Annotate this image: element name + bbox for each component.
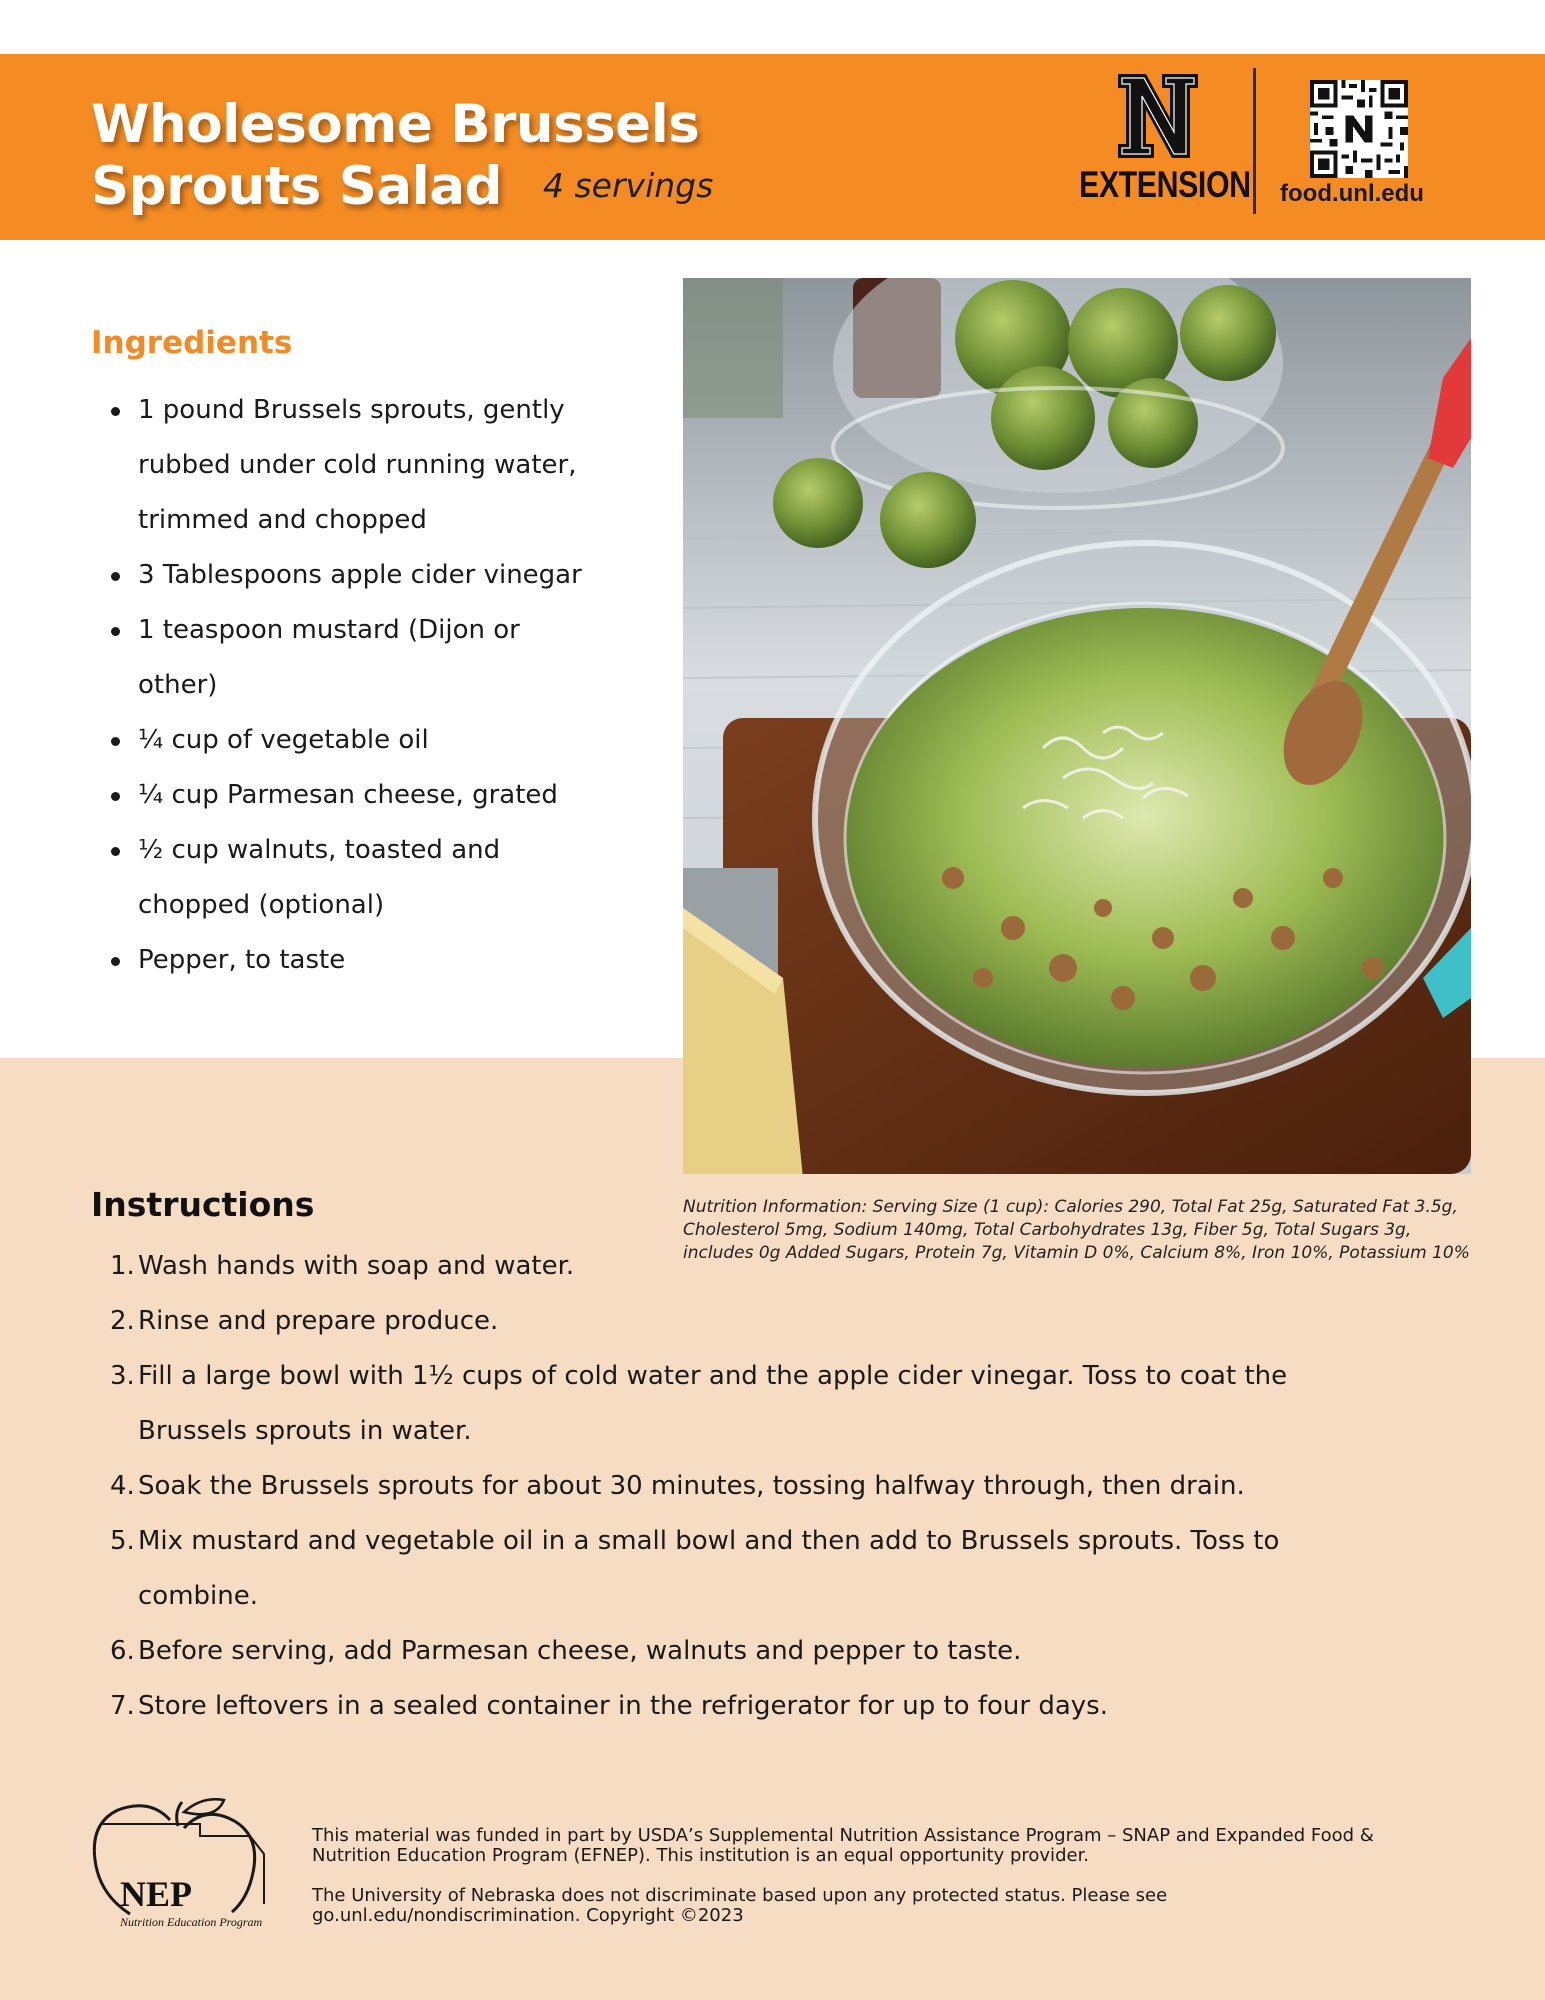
nebraska-n-logo-icon <box>1118 74 1198 158</box>
instruction-step <box>138 1514 1508 1624</box>
instruction-text: Rinse and prepare produce. <box>138 1306 499 1336</box>
ingredient-text: rubbed under cold running water, <box>138 450 577 480</box>
servings-label: 4 servings <box>543 166 714 205</box>
instructions-list <box>138 1239 1508 1734</box>
nep-logo-text: NEP <box>120 1874 192 1914</box>
instruction-text: combine. <box>138 1581 258 1611</box>
ingredients-list <box>138 383 638 988</box>
ingredient-text: ½ cup walnuts, toasted and <box>138 835 501 865</box>
footer-disclaimer <box>312 1826 1512 1926</box>
instruction-step <box>138 1459 1508 1514</box>
nondiscrimination-line: The University of Nebraska does not discriminate based upon any protected status. Please see <box>312 1885 1168 1906</box>
instruction-step <box>138 1294 1508 1349</box>
ingredient-item <box>138 713 638 768</box>
qr-code-icon[interactable] <box>1310 80 1408 178</box>
ingredient-text: 3 Tablespoons apple cider vinegar <box>138 560 582 590</box>
ingredient-text: ¼ cup of vegetable oil <box>138 725 429 755</box>
instruction-step <box>138 1624 1508 1679</box>
nutrition-line: includes 0g Added Sugars, Protein 7g, Vitamin D 0%, Calcium 8%, Iron 10%, Potassium 10% <box>683 1243 1470 1263</box>
nep-logo-subtitle: Nutrition Education Program <box>120 1915 263 1929</box>
ingredient-item <box>138 933 638 988</box>
instruction-text: Store leftovers in a sealed container in the refrigerator for up to four days. <box>138 1691 1108 1721</box>
nutrition-line: Cholesterol 5mg, Sodium 140mg, Total Carbohydrates 13g, Fiber 5g, Total Sugars 3g, <box>683 1220 1412 1240</box>
nep-logo-icon <box>92 1798 272 1938</box>
instruction-text: Wash hands with soap and water. <box>138 1251 575 1281</box>
ingredient-text: other) <box>138 670 218 700</box>
salad-bowl-photo <box>683 278 1471 1174</box>
ingredients-heading: Ingredients <box>91 325 293 361</box>
instruction-step <box>138 1679 1508 1734</box>
nondiscrimination-line: go.unl.edu/nondiscrimination. Copyright ©2023 <box>312 1905 744 1926</box>
instruction-text: Soak the Brussels sprouts for about 30 minutes, tossing halfway through, then drain. <box>138 1471 1245 1501</box>
ingredient-item <box>138 603 638 713</box>
ingredient-text: ¼ cup Parmesan cheese, grated <box>138 780 558 810</box>
ingredient-text: trimmed and chopped <box>138 505 427 535</box>
ingredient-item <box>138 383 638 548</box>
website-link[interactable]: food.unl.edu <box>1280 180 1424 207</box>
nondiscrimination-statement <box>312 1886 1512 1926</box>
ingredient-item <box>138 768 638 823</box>
ingredient-text: 1 teaspoon mustard (Dijon or <box>138 615 520 645</box>
recipe-title-line-2: Sprouts Salad <box>91 156 503 217</box>
instructions-heading: Instructions <box>91 1185 315 1224</box>
extension-wordmark: EXTENSION <box>1079 164 1251 205</box>
ingredient-text: Pepper, to taste <box>138 945 346 975</box>
instruction-text: Mix mustard and vegetable oil in a small bowl and then add to Brussels sprouts. Toss to <box>138 1526 1280 1556</box>
instruction-text: Fill a large bowl with 1½ cups of cold water and the apple cider vinegar. Toss to coat the <box>138 1361 1288 1391</box>
instruction-step <box>138 1349 1508 1459</box>
ingredient-text: 1 pound Brussels sprouts, gently <box>138 395 565 425</box>
ingredient-text: chopped (optional) <box>138 890 385 920</box>
instruction-step <box>138 1239 1508 1294</box>
instruction-text: Before serving, add Parmesan cheese, walnuts and pepper to taste. <box>138 1636 1022 1666</box>
funding-line: This material was funded in part by USDA’s Supplemental Nutrition Assistance Program – SNAP and Expanded Food & <box>312 1825 1374 1846</box>
instruction-text: Brussels sprouts in water. <box>138 1416 472 1446</box>
recipe-title-line-1: Wholesome Brussels <box>91 94 700 155</box>
ingredient-item <box>138 548 638 603</box>
funding-statement <box>312 1826 1512 1866</box>
nutrition-line: Nutrition Information: Serving Size (1 cup): Calories 290, Total Fat 25g, Saturated Fat 3.5g, <box>683 1197 1458 1217</box>
funding-line: Nutrition Education Program (EFNEP). This institution is an equal opportunity provider. <box>312 1845 1090 1866</box>
ingredient-item <box>138 823 638 933</box>
header-banner <box>0 54 1545 240</box>
header-divider <box>1253 68 1256 214</box>
